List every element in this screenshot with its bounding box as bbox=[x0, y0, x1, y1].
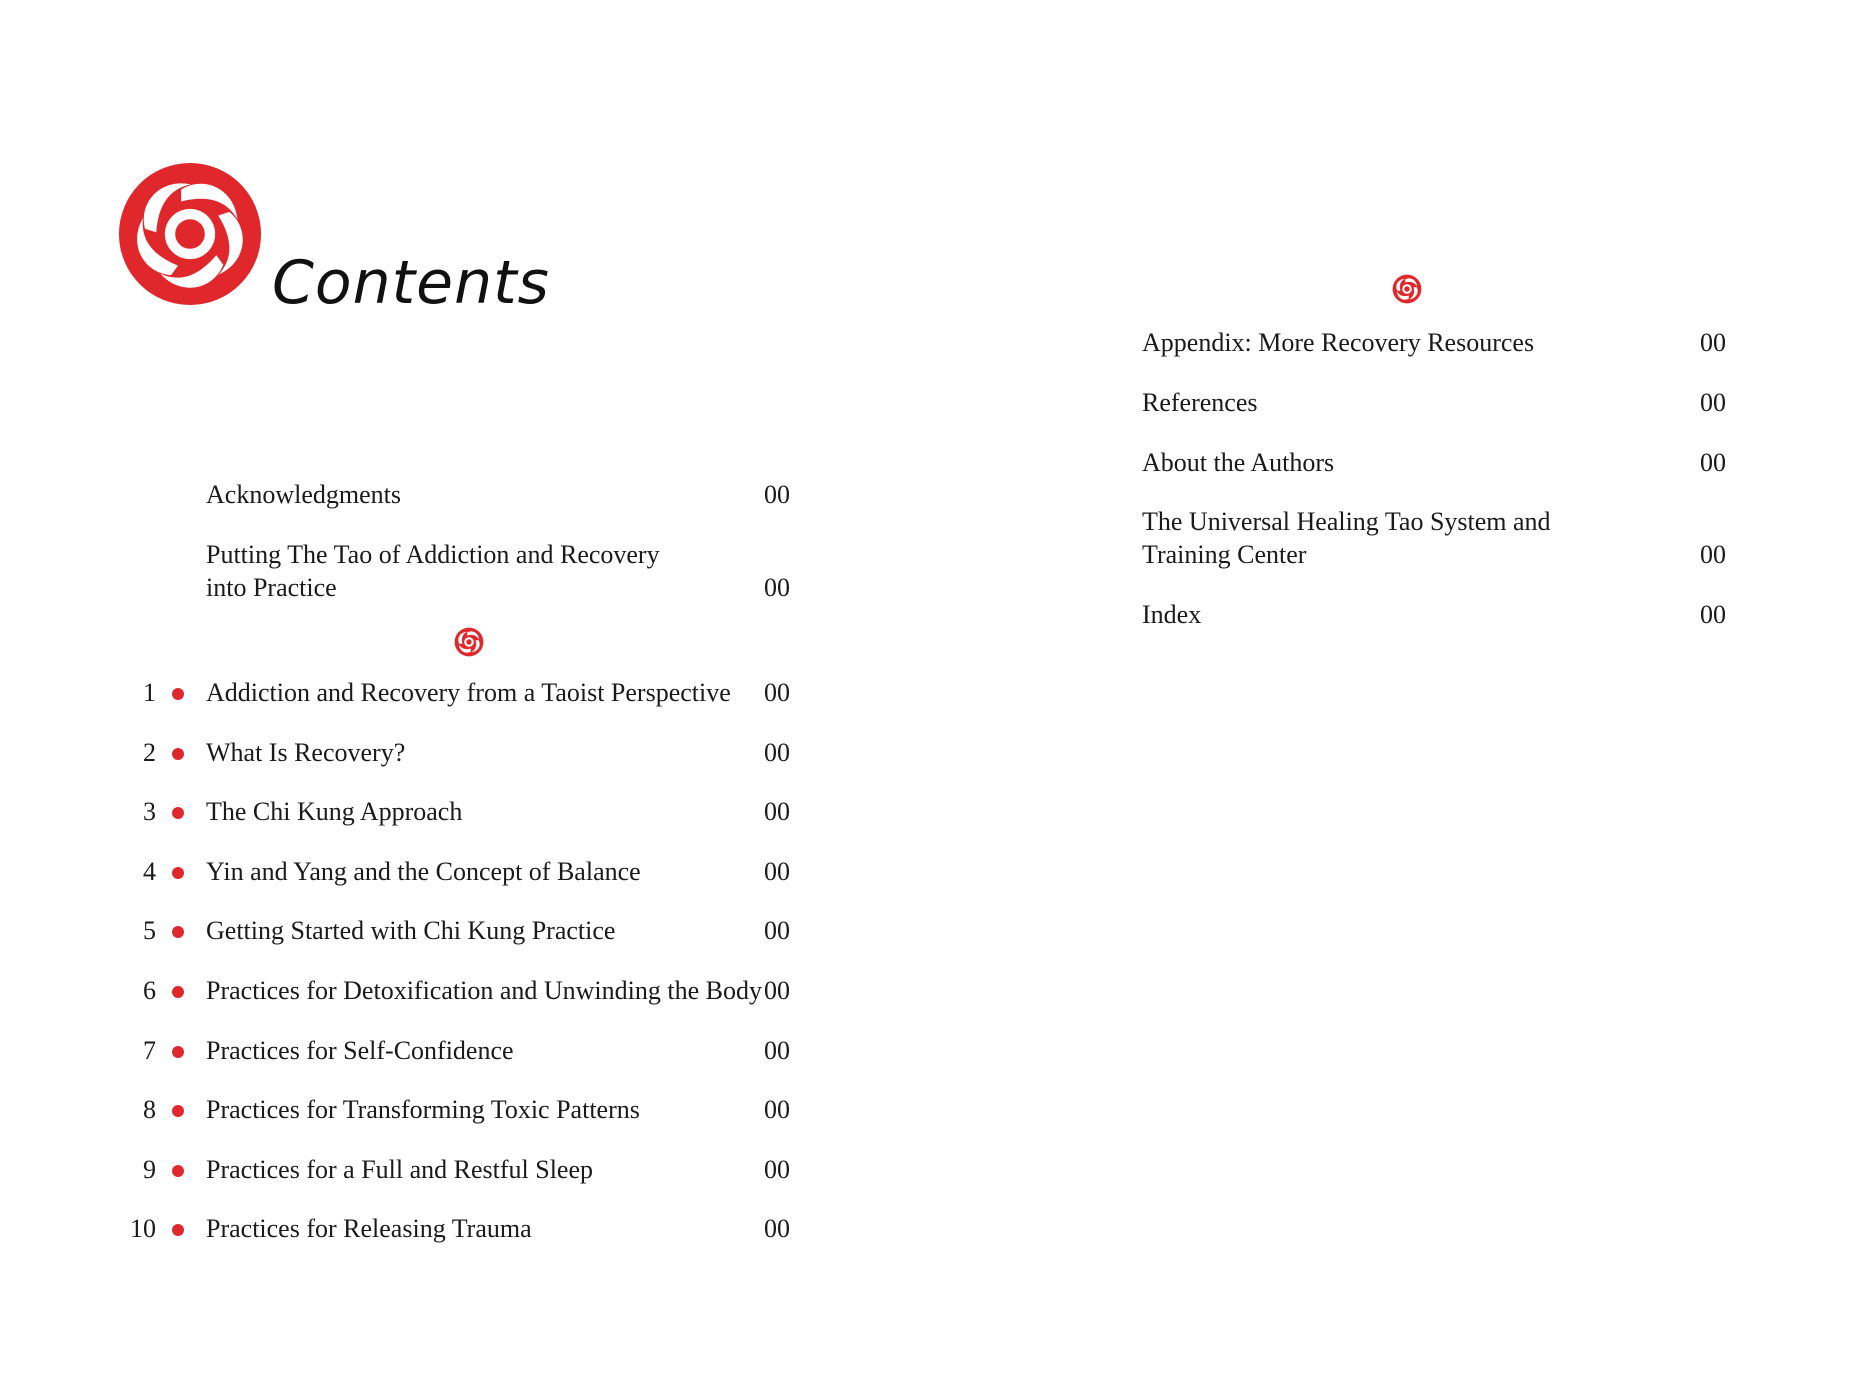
chapter-page-number: 00 bbox=[764, 916, 790, 945]
toc-entry-page-number: 00 bbox=[1700, 328, 1726, 357]
chapter-title: Practices for Releasing Trauma bbox=[206, 1214, 532, 1243]
chapter-bullet-icon bbox=[172, 1165, 184, 1177]
chapter-title: Practices for Transforming Toxic Patterns bbox=[206, 1095, 640, 1124]
page-title: Contents bbox=[272, 248, 550, 318]
chapter-page-number: 00 bbox=[764, 1155, 790, 1184]
chapter-bullet-icon bbox=[172, 688, 184, 700]
chapter-title: Practices for Self-Confidence bbox=[206, 1036, 514, 1065]
chapter-title: What Is Recovery? bbox=[206, 738, 406, 767]
chapter-number: 6 bbox=[143, 976, 156, 1005]
chapter-title: Practices for a Full and Restful Sleep bbox=[206, 1155, 594, 1184]
chapter-page-number: 00 bbox=[764, 1095, 790, 1124]
chapter-bullet-icon bbox=[172, 867, 184, 879]
chapter-bullet-icon bbox=[172, 1224, 184, 1236]
chapter-page-number: 00 bbox=[764, 797, 790, 826]
chapter-number: 4 bbox=[143, 857, 156, 886]
toc-entry-title: About the Authors bbox=[1142, 448, 1335, 477]
chapter-bullet-icon bbox=[172, 1046, 184, 1058]
toc-entry-page-number: 00 bbox=[764, 480, 790, 509]
toc-entry-page-number: 00 bbox=[1700, 600, 1726, 629]
divider-swirl-icon bbox=[1392, 274, 1422, 304]
chapter-page-number: 00 bbox=[764, 976, 790, 1005]
chapter-title: Getting Started with Chi Kung Practice bbox=[206, 916, 616, 945]
toc-entry-page-number: 00 bbox=[1700, 540, 1726, 569]
toc-entry-title: Acknowledgments bbox=[206, 480, 401, 509]
toc-entry-title: Index bbox=[1142, 600, 1202, 629]
toc-entry-page-number: 00 bbox=[1700, 448, 1726, 477]
chapter-number: 7 bbox=[143, 1036, 156, 1065]
toc-entry-title: into Practice bbox=[206, 573, 337, 602]
chapter-bullet-icon bbox=[172, 748, 184, 760]
chapter-number: 2 bbox=[143, 738, 156, 767]
chapter-title: The Chi Kung Approach bbox=[206, 797, 463, 826]
chapter-page-number: 00 bbox=[764, 1036, 790, 1065]
chapter-number: 3 bbox=[143, 797, 156, 826]
toc-entry-title: Putting The Tao of Addiction and Recovery bbox=[206, 540, 660, 569]
chapter-bullet-icon bbox=[172, 926, 184, 938]
chapter-page-number: 00 bbox=[764, 678, 790, 707]
chapter-title: Addiction and Recovery from a Taoist Perspective bbox=[206, 678, 731, 707]
chapter-page-number: 00 bbox=[764, 1214, 790, 1243]
chapter-bullet-icon bbox=[172, 1105, 184, 1117]
chapter-number: 8 bbox=[143, 1095, 156, 1124]
chapter-number: 5 bbox=[143, 916, 156, 945]
toc-entry-title: Appendix: More Recovery Resources bbox=[1142, 328, 1535, 357]
divider-swirl-icon bbox=[454, 627, 484, 657]
toc-entry-title: The Universal Healing Tao System and bbox=[1142, 507, 1551, 536]
chapter-bullet-icon bbox=[172, 986, 184, 998]
swirl-logo-icon bbox=[116, 160, 264, 308]
chapter-page-number: 00 bbox=[764, 738, 790, 767]
toc-entry-title: References bbox=[1142, 388, 1258, 417]
chapter-title: Practices for Detoxification and Unwinding the Body bbox=[206, 976, 762, 1005]
chapter-bullet-icon bbox=[172, 807, 184, 819]
toc-entry-title: Training Center bbox=[1142, 540, 1307, 569]
chapter-number: 9 bbox=[143, 1155, 156, 1184]
chapter-number: 1 bbox=[143, 678, 156, 707]
chapter-page-number: 00 bbox=[764, 857, 790, 886]
chapter-number: 10 bbox=[130, 1214, 156, 1243]
chapter-title: Yin and Yang and the Concept of Balance bbox=[206, 857, 641, 886]
toc-entry-page-number: 00 bbox=[1700, 388, 1726, 417]
toc-entry-page-number: 00 bbox=[764, 573, 790, 602]
